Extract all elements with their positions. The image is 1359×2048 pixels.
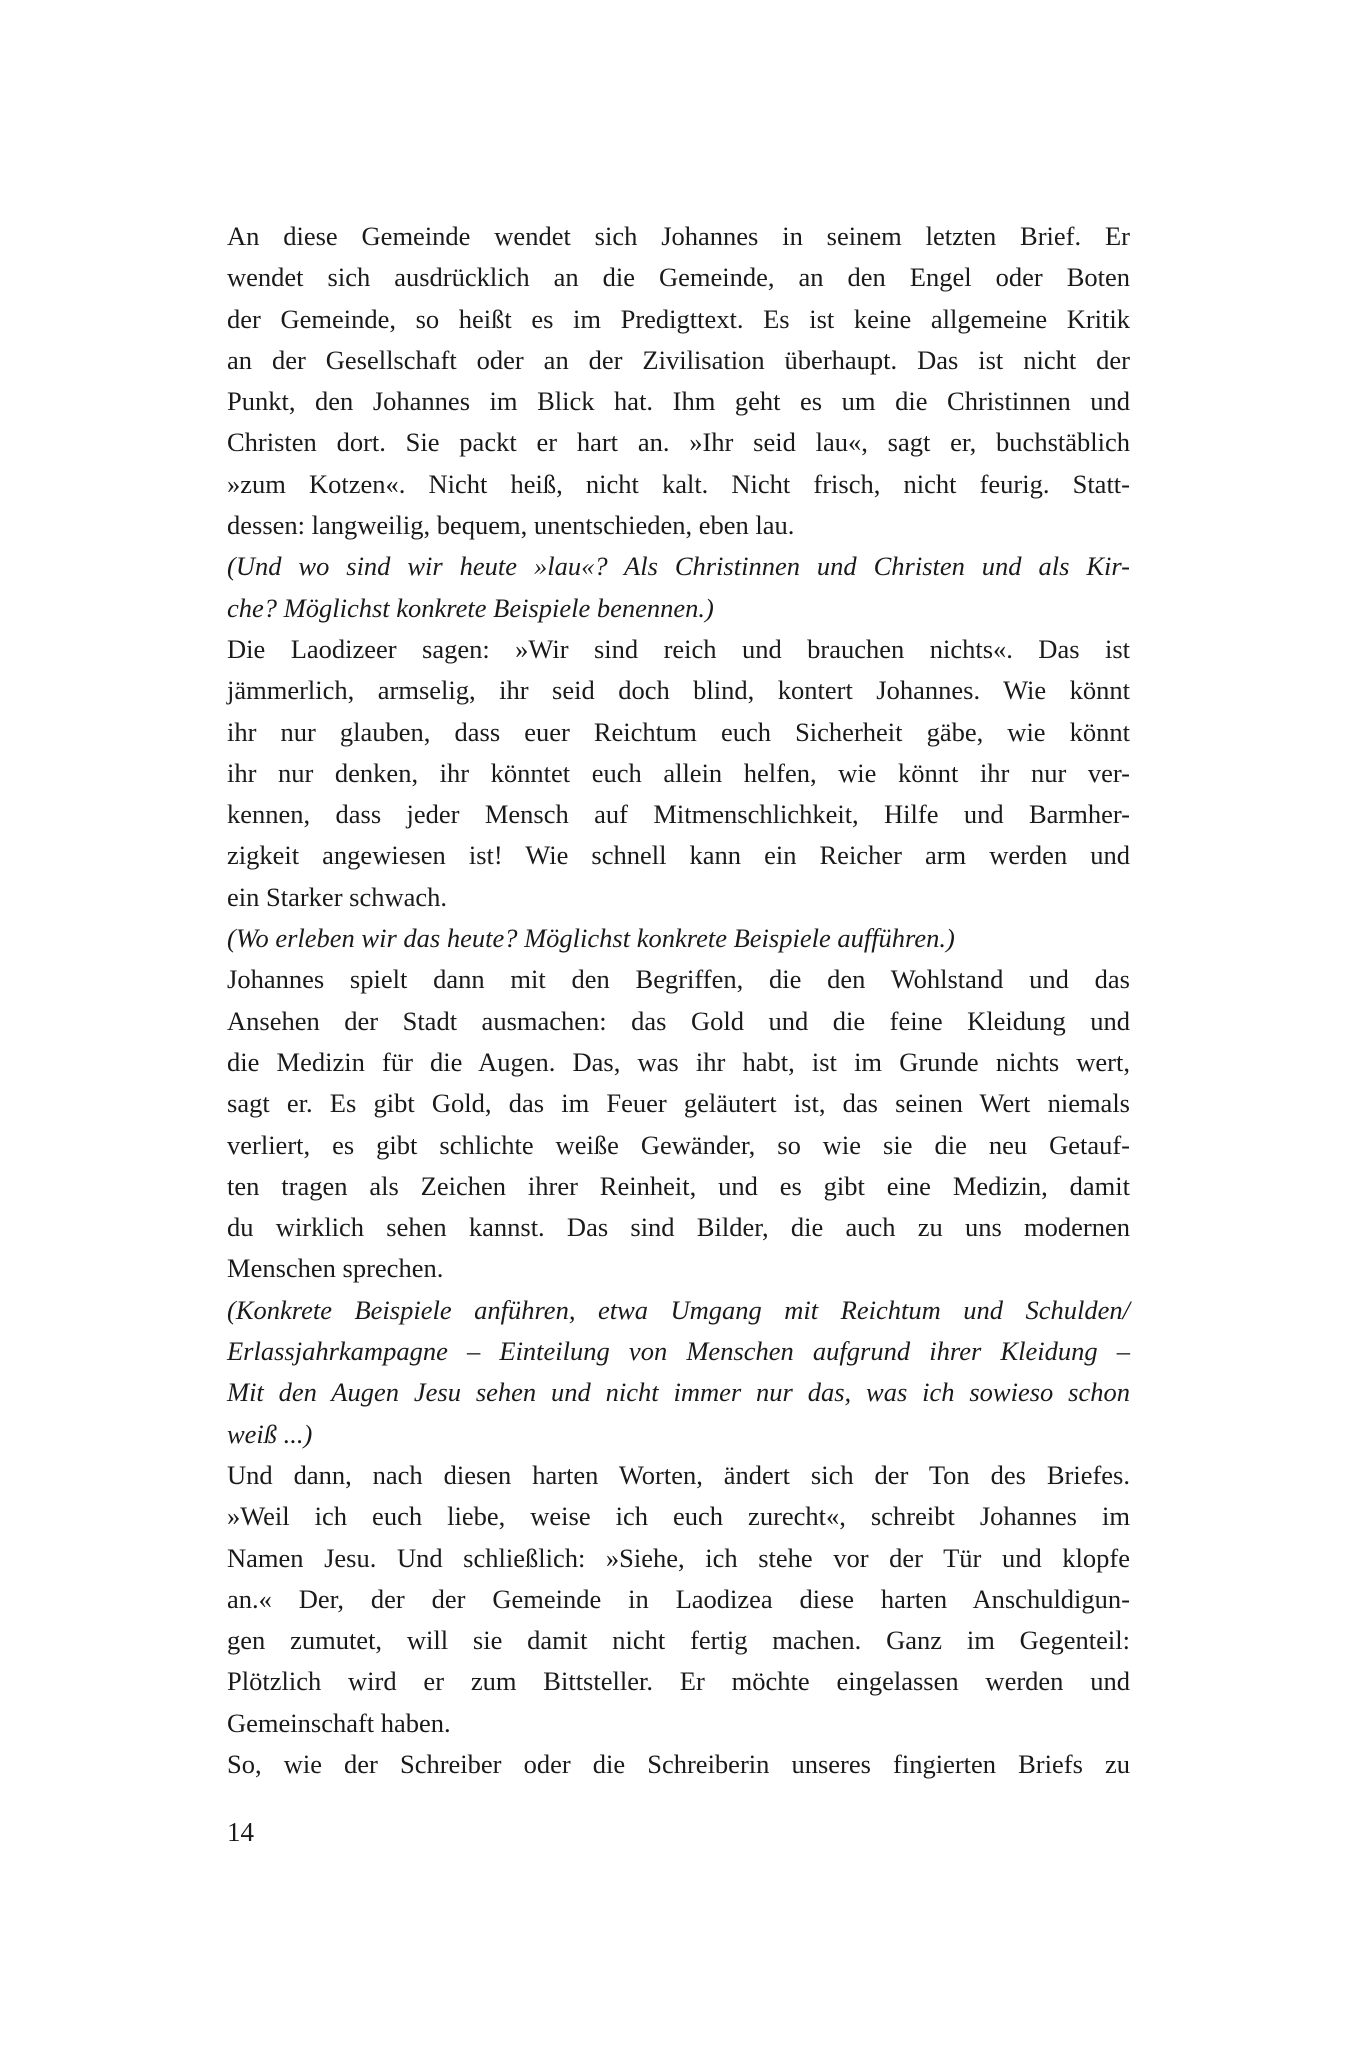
text-line: Christen dort. Sie packt er hart an. »Ihr seid lau«, sagt er, buchstäblich [227,427,1130,458]
text-line-italic: (Und wo sind wir heute »lau«? Als Christinnen und Christen und als Kir- [227,551,1130,582]
text-line: an der Gesellschaft oder an der Zivilisation überhaupt. Das ist nicht der [227,344,1130,375]
text-line: jämmerlich, armselig, ihr seid doch blind, kontert Johannes. Wie könnt [227,675,1130,706]
text-line-italic: Mit den Augen Jesu sehen und nicht immer nur das, was ich sowieso schon [227,1377,1130,1408]
text-line: Namen Jesu. Und schließlich: »Siehe, ich stehe vor der Tür und klopfe [227,1542,1130,1573]
text-line: gen zumutet, will sie damit nicht fertig machen. Ganz im Gegenteil: [227,1625,1130,1656]
page-number: 14 [227,1817,254,1847]
text-line: Plötzlich wird er zum Bittsteller. Er möchte eingelassen werden und [227,1666,1130,1697]
text-line-italic: weiß ...) [227,1418,313,1449]
text-line: »zum Kotzen«. Nicht heiß, nicht kalt. Nicht frisch, nicht feurig. Statt- [227,468,1130,499]
text-line: verliert, es gibt schlichte weiße Gewänder, so wie sie die neu Getauf- [227,1129,1130,1160]
text-line: sagt er. Es gibt Gold, das im Feuer geläutert ist, das seinen Wert niemals [227,1088,1130,1119]
text-line: So, wie der Schreiber oder die Schreiberin unseres fingierten Briefs zu [227,1748,1130,1779]
text-line: ein Starker schwach. [227,881,448,912]
text-line-italic: (Konkrete Beispiele anführen, etwa Umgang mit Reichtum und Schulden/ [227,1294,1130,1325]
text-line-italic: che? Möglichst konkrete Beispiele benennen.) [227,592,714,623]
text-line-italic: (Wo erleben wir das heute? Möglichst konkrete Beispiele aufführen.) [227,923,955,954]
text-line: Johannes spielt dann mit den Begriffen, die den Wohlstand und das [227,964,1130,995]
text-line: du wirklich sehen kannst. Das sind Bilder, die auch zu uns modernen [227,1212,1130,1243]
text-line: an.« Der, der der Gemeinde in Laodizea diese harten Anschuldigun- [227,1583,1130,1614]
text-line: die Medizin für die Augen. Das, was ihr habt, ist im Grunde nichts wert, [227,1046,1130,1077]
text-line: dessen: langweilig, bequem, unentschieden, eben lau. [227,510,795,541]
text-line: wendet sich ausdrücklich an die Gemeinde, an den Engel oder Boten [227,262,1130,293]
text-line: Ansehen der Stadt ausmachen: das Gold und die feine Kleidung und [227,1005,1130,1036]
text-line: kennen, dass jeder Mensch auf Mitmenschlichkeit, Hilfe und Barmher- [227,799,1130,830]
text-line: Punkt, den Johannes im Blick hat. Ihm geht es um die Christinnen und [227,386,1130,417]
text-line: ihr nur denken, ihr könntet euch allein helfen, wie könnt ihr nur ver- [227,757,1130,788]
text-line: der Gemeinde, so heißt es im Predigttext. Es ist keine allgemeine Kritik [227,303,1130,334]
text-line: Menschen sprechen. [227,1253,444,1284]
text-line: An diese Gemeinde wendet sich Johannes in seinem letzten Brief. Er [227,221,1130,251]
text-line: Gemeinschaft haben. [227,1707,451,1738]
text-block [227,216,1130,1785]
text-line: Die Laodizeer sagen: »Wir sind reich und brauchen nichts«. Das ist [227,633,1130,664]
text-line: zigkeit angewiesen ist! Wie schnell kann ein Reicher arm werden und [227,840,1130,871]
text-line: ten tragen als Zeichen ihrer Reinheit, und es gibt eine Medizin, damit [227,1170,1130,1201]
text-line-italic: Erlassjahrkampagne – Einteilung von Menschen aufgrund ihrer Kleidung – [227,1336,1130,1367]
text-line: »Weil ich euch liebe, weise ich euch zurecht«, schreibt Johannes im [227,1501,1130,1532]
text-line: ihr nur glauben, dass euer Reichtum euch Sicherheit gäbe, wie könnt [227,716,1130,747]
text-line: Und dann, nach diesen harten Worten, ändert sich der Ton des Briefes. [227,1459,1130,1490]
